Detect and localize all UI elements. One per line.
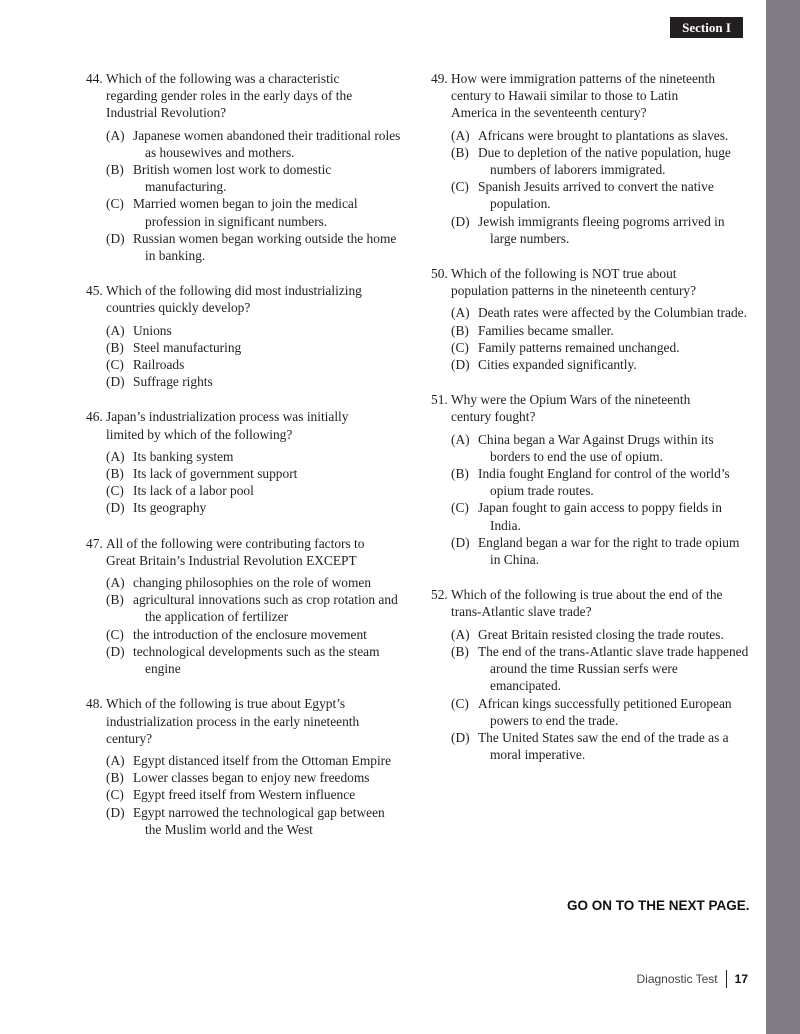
option-letter: (A) xyxy=(451,305,470,321)
option-letter: (D) xyxy=(451,729,470,745)
option-text: Egypt distanced itself from the Ottoman Empire xyxy=(133,752,392,768)
option-text: changing philosophies on the role of women xyxy=(133,575,372,591)
question-stem xyxy=(86,408,404,442)
option-letter: (A) xyxy=(106,448,125,464)
option-letter: (B) xyxy=(106,162,124,178)
question-number: 45. xyxy=(86,283,103,299)
left-column xyxy=(86,70,404,856)
question-stem xyxy=(431,70,749,122)
question-52 xyxy=(431,586,749,763)
footer-title: Diagnostic Test xyxy=(636,972,718,986)
answer-option xyxy=(86,804,404,838)
answer-option xyxy=(431,322,749,339)
right-column xyxy=(431,70,749,781)
question-text: Japan’s industrialization process was initially limited by which of the following? xyxy=(106,409,349,442)
answer-option xyxy=(86,195,404,229)
answer-options xyxy=(86,574,404,677)
question-stem xyxy=(86,695,404,747)
option-text: The end of the trans-Atlantic slave trade happened around the time Russian serfs were emancipated. xyxy=(478,643,749,694)
option-letter: (C) xyxy=(106,483,124,499)
page-edge-tab xyxy=(766,0,800,1034)
option-letter: (D) xyxy=(106,230,125,246)
answer-option xyxy=(86,769,404,786)
option-text: Death rates were affected by the Columbian trade. xyxy=(478,305,747,321)
option-letter: (A) xyxy=(451,127,470,143)
option-text: Spanish Jesuits arrived to convert the native population. xyxy=(478,179,714,212)
answer-option xyxy=(431,695,749,729)
option-letter: (C) xyxy=(106,787,124,803)
answer-options xyxy=(86,322,404,391)
section-badge: Section I xyxy=(670,17,743,38)
answer-option xyxy=(431,626,749,643)
option-letter: (C) xyxy=(451,500,469,516)
question-number: 50. xyxy=(431,266,448,282)
question-text: Which of the following is true about Egypt’s industrialization process in the early nineteenth century? xyxy=(106,696,360,746)
question-number: 48. xyxy=(86,696,103,712)
option-text: Unions xyxy=(133,322,172,338)
option-letter: (D) xyxy=(106,804,125,820)
option-letter: (B) xyxy=(451,144,469,160)
option-text: Steel manufacturing xyxy=(133,339,242,355)
option-text: China began a War Against Drugs within its borders to end the use of opium. xyxy=(478,431,714,464)
answer-option xyxy=(86,482,404,499)
question-text: Which of the following was a characteristic regarding gender roles in the early days of the Industrial Revolution? xyxy=(106,71,353,121)
option-text: Its lack of government support xyxy=(133,466,298,482)
answer-option xyxy=(86,465,404,482)
question-44 xyxy=(86,70,404,264)
option-text: Jewish immigrants fleeing pogroms arrived in large numbers. xyxy=(478,213,725,246)
answer-option xyxy=(86,643,404,677)
option-letter: (D) xyxy=(451,213,470,229)
option-letter: (A) xyxy=(451,626,470,642)
question-stem xyxy=(86,70,404,122)
page-number: 17 xyxy=(734,972,748,986)
question-stem xyxy=(431,391,749,425)
answer-options xyxy=(431,304,749,373)
option-letter: (A) xyxy=(106,752,125,768)
option-text: Lower classes began to enjoy new freedoms xyxy=(133,770,370,786)
question-number: 44. xyxy=(86,71,103,86)
option-letter: (D) xyxy=(106,500,125,516)
option-letter: (B) xyxy=(106,466,124,482)
answer-option xyxy=(86,161,404,195)
question-number: 51. xyxy=(431,392,448,408)
answer-option xyxy=(431,356,749,373)
option-text: British women lost work to domestic manufacturing. xyxy=(133,162,332,195)
question-text: Which of the following did most industrializing countries quickly develop? xyxy=(106,283,362,316)
option-letter: (C) xyxy=(451,339,469,355)
answer-option xyxy=(86,448,404,465)
question-45 xyxy=(86,282,404,390)
option-text: Its banking system xyxy=(133,448,234,464)
option-text: African kings successfully petitioned European powers to end the trade. xyxy=(478,695,732,728)
answer-option xyxy=(431,465,749,499)
answer-option xyxy=(86,626,404,643)
footer xyxy=(636,970,748,988)
option-text: the introduction of the enclosure movement xyxy=(133,626,367,642)
option-text: India fought England for control of the world’s opium trade routes. xyxy=(478,466,730,499)
question-text: Which of the following is true about the end of the trans-Atlantic slave trade? xyxy=(451,587,723,620)
answer-options xyxy=(86,127,404,265)
answer-option xyxy=(431,144,749,178)
answer-option xyxy=(86,752,404,769)
answer-option xyxy=(86,322,404,339)
footer-divider xyxy=(726,970,727,988)
answer-option xyxy=(431,729,749,763)
question-49 xyxy=(431,70,749,247)
answer-options xyxy=(86,448,404,517)
option-letter: (D) xyxy=(451,357,470,373)
answer-option xyxy=(86,373,404,390)
option-letter: (B) xyxy=(106,770,124,786)
answer-option xyxy=(431,431,749,465)
question-46 xyxy=(86,408,404,516)
option-letter: (B) xyxy=(451,466,469,482)
option-text: Married women began to join the medical profession in significant numbers. xyxy=(133,196,358,229)
answer-options xyxy=(431,127,749,247)
option-text: Suffrage rights xyxy=(133,374,213,390)
answer-option xyxy=(86,127,404,161)
question-text: All of the following were contributing factors to Great Britain’s Industrial Revolution EXCEPT xyxy=(106,535,365,568)
answer-option xyxy=(431,534,749,568)
option-text: Families became smaller. xyxy=(478,322,614,338)
question-number: 52. xyxy=(431,587,448,603)
option-text: Japanese women abandoned their traditional roles as housewives and mothers. xyxy=(133,127,401,160)
answer-option xyxy=(431,499,749,533)
option-letter: (B) xyxy=(106,339,124,355)
answer-options xyxy=(86,752,404,838)
question-stem xyxy=(431,586,749,620)
option-text: Cities expanded significantly. xyxy=(478,357,637,373)
question-47 xyxy=(86,535,404,678)
option-letter: (A) xyxy=(106,322,125,338)
question-text: How were immigration patterns of the nineteenth century to Hawaii similar to those to Latin America in the seventeenth century? xyxy=(451,71,716,121)
option-text: Railroads xyxy=(133,357,185,373)
option-letter: (C) xyxy=(106,626,124,642)
answer-option xyxy=(431,643,749,695)
option-text: technological developments such as the steam engine xyxy=(133,643,380,677)
question-51 xyxy=(431,391,749,568)
option-text: Africans were brought to plantations as slaves. xyxy=(478,127,729,143)
question-stem xyxy=(86,535,404,569)
answer-option xyxy=(86,591,404,625)
option-letter: (C) xyxy=(106,196,124,212)
option-text: Japan fought to gain access to poppy fields in India. xyxy=(478,500,722,533)
option-text: England began a war for the right to trade opium in China. xyxy=(478,534,740,568)
option-text: Its geography xyxy=(133,500,207,516)
question-text: Which of the following is NOT true about population patterns in the nineteenth century? xyxy=(451,266,697,299)
option-letter: (B) xyxy=(451,322,469,338)
option-letter: (B) xyxy=(106,592,124,608)
question-stem xyxy=(86,282,404,316)
option-letter: (A) xyxy=(106,127,125,143)
option-letter: (C) xyxy=(451,695,469,711)
question-number: 46. xyxy=(86,409,103,425)
option-text: Due to depletion of the native population, huge numbers of laborers immigrated. xyxy=(478,144,731,178)
option-text: Russian women began working outside the home in banking. xyxy=(133,230,397,264)
option-text: The United States saw the end of the trade as a moral imperative. xyxy=(478,729,729,763)
option-letter: (D) xyxy=(451,534,470,550)
option-text: Egypt narrowed the technological gap between the Muslim world and the West xyxy=(133,804,385,837)
option-letter: (D) xyxy=(106,374,125,390)
option-text: Its lack of a labor pool xyxy=(133,483,254,499)
answer-option xyxy=(431,178,749,212)
answer-option xyxy=(431,339,749,356)
answer-option xyxy=(431,213,749,247)
question-text: Why were the Opium Wars of the nineteenth century fought? xyxy=(451,392,691,425)
option-text: Great Britain resisted closing the trade routes. xyxy=(478,626,724,642)
answer-options xyxy=(431,431,749,569)
answer-option xyxy=(86,339,404,356)
question-number: 49. xyxy=(431,71,448,86)
answer-option xyxy=(86,499,404,516)
option-letter: (A) xyxy=(451,431,470,447)
question-stem xyxy=(431,265,749,299)
option-letter: (A) xyxy=(106,575,125,591)
question-number: 47. xyxy=(86,535,103,551)
option-text: Family patterns remained unchanged. xyxy=(478,339,680,355)
option-letter: (C) xyxy=(106,357,124,373)
answer-option xyxy=(86,786,404,803)
go-on-notice: GO ON TO THE NEXT PAGE. xyxy=(567,898,750,913)
option-letter: (D) xyxy=(106,643,125,659)
option-text: agricultural innovations such as crop rotation and the application of fertilizer xyxy=(133,592,398,625)
question-48 xyxy=(86,695,404,838)
answer-options xyxy=(431,626,749,764)
question-50 xyxy=(431,265,749,373)
option-text: Egypt freed itself from Western influence xyxy=(133,787,356,803)
answer-option xyxy=(86,230,404,264)
answer-option xyxy=(431,127,749,144)
answer-option xyxy=(86,356,404,373)
answer-option xyxy=(431,304,749,321)
answer-option xyxy=(86,574,404,591)
option-letter: (C) xyxy=(451,179,469,195)
option-letter: (B) xyxy=(451,643,469,659)
